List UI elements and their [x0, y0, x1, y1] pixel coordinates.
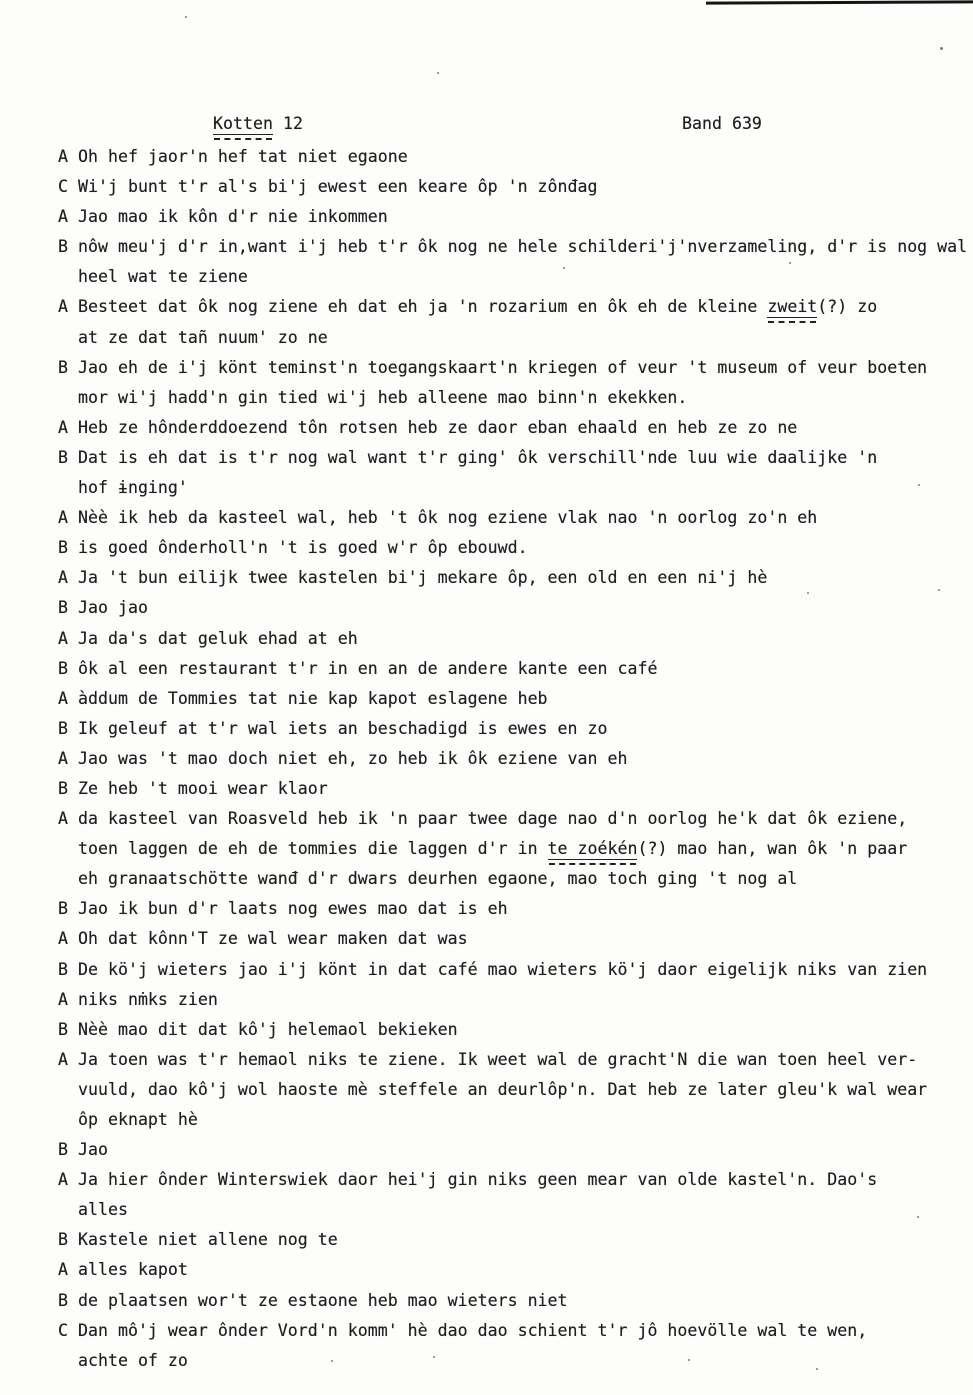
text-segment: Ja toen was t'r hemaol niks te ziene. Ik weet wal de gracht'N die wan toen heel ver-	[78, 1049, 918, 1069]
transcript-line-continuation	[0, 262, 973, 292]
text-segment: Jao	[78, 1140, 108, 1160]
title-word: Kotten	[213, 114, 273, 133]
text-segment: Jao ik bun d'r laats nog ewes mao dat is eh	[78, 899, 508, 919]
speaker-label: B	[58, 959, 68, 979]
speaker-label: A	[58, 297, 68, 317]
transcript-line	[0, 172, 973, 202]
speaker-label: B	[58, 899, 68, 919]
transcript-line	[0, 744, 973, 774]
transcript-line-continuation	[0, 1105, 973, 1135]
transcript-line	[0, 1255, 973, 1285]
transcript-line	[0, 985, 973, 1015]
speaker-label: A	[58, 417, 68, 437]
transcript-line	[0, 292, 973, 322]
scan-artifact	[331, 1360, 333, 1362]
text-segment: Nèè ik heb da kasteel wal, heb 't ôk nog eziene vlak nao 'n oorlog zo'n eh	[78, 508, 818, 528]
line-text	[78, 177, 598, 196]
line-text	[78, 719, 608, 738]
page-title	[213, 113, 303, 135]
transcript-line	[0, 804, 973, 834]
line-text	[78, 629, 358, 648]
speaker-label: A	[58, 207, 68, 227]
transcript-line	[0, 1165, 973, 1195]
transcript-line	[0, 533, 973, 563]
transcript-line	[0, 202, 973, 232]
line-text	[78, 1260, 188, 1279]
transcript-line	[0, 593, 973, 623]
speaker-label: A	[58, 1049, 68, 1069]
transcript-line-continuation	[0, 473, 973, 503]
text-segment: eh granaatschötte wanđ d'r dwars deurhen egaone, mao toch ging 't nog al	[78, 869, 798, 889]
text-segment: Ja 't bun eilijk twee kastelen bi'j mekare ôp, een old en een ni'j hè	[78, 568, 768, 588]
transcript-line	[0, 894, 973, 924]
text-segment: Jao was 't mao doch niet eh, zo heb ik ôk eziene van eh	[78, 748, 628, 768]
line-text	[78, 358, 927, 377]
speaker-label: A	[58, 508, 68, 528]
text-segment: achte of zo	[78, 1350, 188, 1370]
line-text	[78, 207, 388, 226]
text-segment: Jao mao ik kôn d'r nie inkommen	[78, 207, 388, 227]
transcript-line-continuation	[0, 834, 973, 864]
line-text	[78, 990, 218, 1009]
speaker-label: B	[58, 658, 68, 678]
line-text	[78, 1200, 128, 1219]
transcript-line	[0, 1316, 973, 1346]
scan-edge-rule	[706, 0, 973, 4]
speaker-label: B	[58, 1140, 68, 1160]
scan-artifact	[433, 1356, 435, 1358]
text-segment: àddum de Tommies tat nie kap kapot eslagene heb	[78, 688, 548, 708]
line-text	[78, 809, 907, 828]
text-segment: alles kapot	[78, 1260, 188, 1280]
scan-artifact	[185, 16, 187, 18]
speaker-label: A	[58, 748, 68, 768]
speaker-label: C	[58, 1320, 68, 1340]
transcript-line-continuation	[0, 323, 973, 353]
underlined-term: zweit	[767, 297, 818, 317]
transcript-line-continuation	[0, 1195, 973, 1225]
text-segment: Kastele niet allene nog te	[78, 1230, 338, 1250]
underlined-term: te zoékén	[547, 839, 638, 859]
speaker-label: A	[58, 1260, 68, 1280]
text-segment: alles	[78, 1200, 128, 1220]
line-text	[78, 478, 188, 497]
document-header	[0, 113, 973, 143]
text-segment: Nèè mao dit dat kô'j helemaol bekieken	[78, 1019, 458, 1039]
transcript-line	[0, 353, 973, 383]
text-segment: Besteet dat ôk nog ziene eh dat eh ja 'n rozarium en ôk eh de kleine	[78, 297, 768, 317]
line-text	[78, 1351, 188, 1370]
text-segment: Jao jao	[78, 598, 148, 618]
scan-artifact	[816, 1368, 818, 1370]
text-segment: hof ɨnging'	[78, 478, 188, 498]
text-segment: niks nṁks zien	[78, 989, 218, 1009]
line-text	[78, 508, 817, 527]
band-label: Band 639	[682, 114, 762, 133]
line-text	[78, 1110, 198, 1129]
line-text	[78, 598, 148, 617]
text-segment: is goed ônderholl'n 't is goed w'r ôp ebouwd.	[78, 538, 528, 558]
scan-artifact	[917, 1216, 919, 1218]
text-segment: Ik geleuf at t'r wal iets an beschadigd is ewes en zo	[78, 718, 608, 738]
transcript-line	[0, 624, 973, 654]
text-segment: de plaatsen wor't ze estaone heb mao wieters niet	[78, 1290, 568, 1310]
text-segment: heel wat te ziene	[78, 267, 248, 287]
line-text	[78, 388, 687, 407]
scan-artifact	[940, 47, 943, 50]
transcript-line	[0, 774, 973, 804]
line-text	[78, 328, 328, 347]
transcript-line	[0, 1135, 973, 1165]
speaker-label: A	[58, 929, 68, 949]
line-text	[78, 839, 907, 860]
text-segment: vuuld, dao kô'j wol haoste mè steffele an deurlôp'n. Dat heb ze later gleu'k wal wear	[78, 1079, 928, 1099]
transcript-line	[0, 955, 973, 985]
text-segment: ôk al een restaurant t'r in en an de andere kante een café	[78, 658, 658, 678]
text-segment: ôp eknapt hè	[78, 1110, 198, 1129]
text-segment: da kasteel van Roasveld heb ik 'n paar twee dage nao d'n oorlog he'k dat ôk eziene,	[78, 809, 908, 829]
line-text	[78, 147, 408, 166]
speaker-label: A	[58, 147, 68, 166]
scan-artifact	[437, 72, 439, 74]
transcript-line	[0, 1225, 973, 1255]
scan-artifact	[563, 267, 565, 269]
text-segment: Oh dat kônn'T ze wal wear maken dat was	[78, 929, 468, 949]
scan-artifact	[789, 262, 791, 264]
line-text	[78, 689, 548, 708]
line-text	[78, 267, 248, 286]
speaker-label: C	[58, 177, 68, 197]
speaker-label: B	[58, 778, 68, 798]
line-text	[78, 538, 528, 557]
transcript-line	[0, 563, 973, 593]
speaker-label: A	[58, 628, 68, 648]
line-text	[78, 1230, 338, 1249]
line-text	[78, 899, 508, 918]
speaker-label: A	[58, 688, 68, 708]
speaker-label: A	[58, 809, 68, 829]
line-text	[78, 1170, 877, 1189]
transcript-line	[0, 684, 973, 714]
line-text	[78, 237, 967, 256]
text-segment: Heb ze hônderddoezend tôn rotsen heb ze daor eban ehaald en heb ze zo ne	[78, 417, 798, 437]
text-segment: nôw meu'j d'r in,want i'j heb t'r ôk nog ne hele schilderi'j'nverzameling, d'r is nog wal	[78, 237, 968, 257]
scan-artifact	[918, 484, 920, 486]
scan-artifact	[688, 1359, 690, 1361]
speaker-label: B	[58, 598, 68, 618]
line-text	[78, 779, 328, 798]
transcript-line-continuation	[0, 1346, 973, 1376]
speaker-label: B	[58, 1230, 68, 1250]
line-text	[78, 1080, 927, 1099]
transcript-line	[0, 654, 973, 684]
speaker-label: B	[58, 237, 68, 257]
line-text	[78, 448, 877, 467]
text-segment: Oh hef jaor'n hef tat niet egaone	[78, 147, 408, 166]
line-text	[78, 1020, 458, 1039]
transcript-line	[0, 1015, 973, 1045]
transcript-line	[0, 503, 973, 533]
text-segment: mor wi'j hadd'n gin tied wi'j heb alleene mao binn'n ekekken.	[78, 387, 688, 407]
transcript-line-continuation	[0, 1075, 973, 1105]
text-segment: Ja hier ônder Winterswiek daor hei'j gin niks geen mear van olde kastel'n. Dao's	[78, 1170, 878, 1190]
text-segment: Ja da's dat geluk ehad at eh	[78, 628, 358, 648]
line-text	[78, 869, 797, 888]
transcript-line	[0, 1286, 973, 1316]
line-text	[78, 749, 627, 768]
transcript-line	[0, 142, 973, 172]
transcript-line	[0, 443, 973, 473]
scan-artifact	[807, 592, 809, 594]
transcript-line	[0, 714, 973, 744]
speaker-label: A	[58, 989, 68, 1009]
speaker-label: B	[58, 538, 68, 558]
text-segment: toen laggen de eh de tommies die laggen d'r in	[78, 839, 548, 859]
text-segment: Jao eh de i'j könt teminst'n toegangskaart'n kriegen of veur 't museum of veur boeten	[78, 357, 928, 377]
scan-artifact	[938, 589, 940, 591]
speaker-label: B	[58, 1019, 68, 1039]
text-segment: (?) mao han, wan ôk 'n paar	[637, 839, 908, 859]
text-segment: Ze heb 't mooi wear klaor	[78, 778, 328, 798]
transcript-line-continuation	[0, 864, 973, 894]
speaker-label: B	[58, 447, 68, 467]
text-segment: Dat is eh dat is t'r nog wal want t'r ging' ôk verschill'nde luu wie daalijke 'n	[78, 447, 878, 467]
line-text	[78, 418, 797, 437]
speaker-label: B	[58, 357, 68, 377]
text-segment: Dan mô'j wear ônder Vord'n komm' hè dao dao schient t'r jô hoevölle wal te wen,	[78, 1320, 868, 1340]
transcript	[0, 142, 973, 1376]
speaker-label: A	[58, 568, 68, 588]
text-segment: at ze dat tañ nuum' zo ne	[78, 327, 328, 347]
transcript-line	[0, 924, 973, 954]
text-segment: De kö'j wieters jao i'j könt in dat café mao wieters kö'j daor eigelijk niks van zien	[78, 959, 928, 979]
speaker-label: A	[58, 1170, 68, 1190]
line-text	[78, 1050, 917, 1069]
line-text	[78, 960, 927, 979]
line-text	[78, 659, 657, 678]
speaker-label: B	[58, 1290, 68, 1310]
transcript-line	[0, 413, 973, 443]
title-number: 12	[282, 114, 303, 133]
line-text	[78, 568, 767, 587]
speaker-label: B	[58, 718, 68, 738]
transcript-line-continuation	[0, 383, 973, 413]
transcript-line	[0, 1045, 973, 1075]
text-segment: Wi'j bunt t'r al's bi'j ewest een keare ôp 'n zônđag	[78, 177, 598, 197]
line-text	[78, 929, 468, 948]
line-text	[78, 1321, 867, 1340]
line-text	[78, 1291, 568, 1310]
text-segment: (?) zo	[817, 297, 878, 317]
line-text	[78, 1140, 108, 1159]
transcript-line	[0, 232, 973, 262]
line-text	[78, 297, 877, 318]
